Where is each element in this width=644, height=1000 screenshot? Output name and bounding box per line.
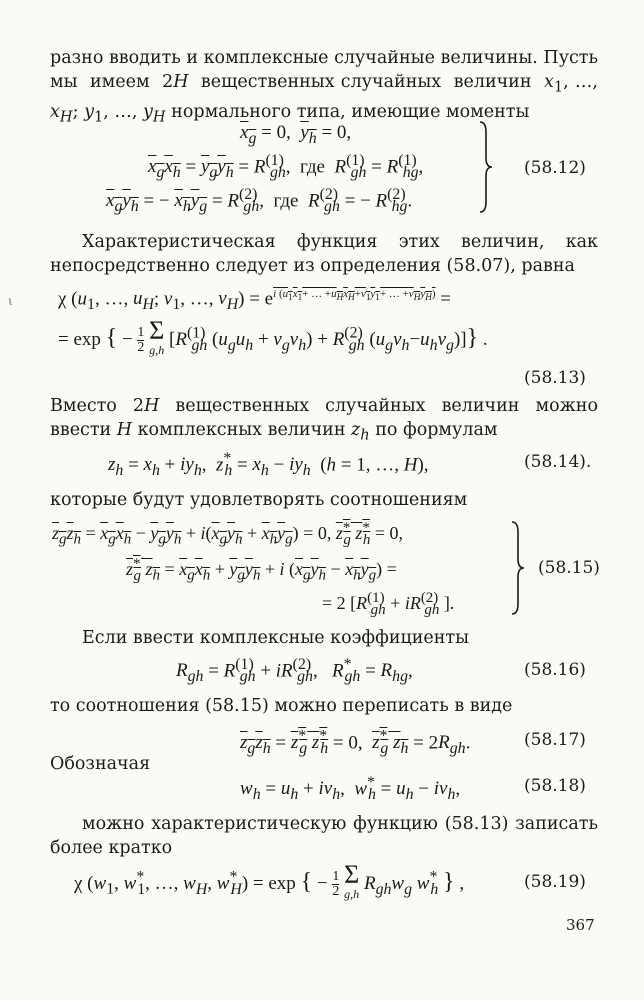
equation-58-19: χ ($w_1$, $w^*_1$, …, $w_H$, $w^*_H) = \exp$ { − 1 2 Σ g,h $R_{gh}w_g$ $w^*_h$ } , [74, 860, 465, 901]
equation-number-58-14: (58.14). [524, 452, 592, 472]
equation-58-17: $z_gz_h = z^*_g$ $z^*_h = 0$, $z^*_g$ $z_h = 2R_{gh}$. [240, 728, 471, 758]
equation-58-15-line-3: = 2 [$R^{(1)}_{gh} + iR^{(2)}_{gh}$ ]. [322, 590, 455, 618]
equation-58-15-line-1: $z_gz_h = x_gx_h - y_gy_h + i(x_gy_h + x_hy_g) = 0$, $z^*_g$ $z^*_h = 0$, [52, 520, 404, 548]
equation-number-58-13: (58.13) [524, 368, 586, 388]
paragraph-2: Характеристическая функция этих величин, как непосредственно следует из определения (58.07), равна [50, 232, 598, 276]
right-brace-58-15 [510, 520, 526, 616]
paragraph-6: то соотношения (58.15) можно переписать в виде [50, 696, 513, 716]
equation-58-16: $R_{gh} = R^{(1)}_{gh} + iR^{(2)}_{gh}$, $R^*_{gh} = R_{hg}$, [176, 656, 413, 686]
equation-58-12-line-3: $x_gy_h$ = − $x_hy_g = R^{(2)}_{gh}$, где $R^{(2)}_{gh}$ = − $R^{(2)}_{hg}$. [106, 186, 413, 216]
equation-58-13-line-2: = exp { − 1 2 Σ g,h [$R^{(1)}_{gh}$ $(u_gu_h + v_gv_h) + R^{(2)}_{gh}$ $(u_gv_h-u_hv_g)$]} . [58, 316, 488, 357]
paragraph-7: Обозначая [50, 754, 151, 774]
paragraph-5: Если ввести комплексные коэффициенты [82, 628, 470, 648]
right-brace-58-12 [478, 120, 494, 214]
equation-number-58-17: (58.17) [524, 730, 586, 750]
paragraph-4: которые будут удовлетворять соотношениям [50, 490, 468, 510]
equation-58-12-line-1: $x_g = 0$, $y_h = 0$, [240, 122, 352, 147]
equation-58-18: $w_h = u_h + iv_h$, $w^*_h = u_h - iv_h$, [240, 774, 461, 804]
equation-number-58-19: (58.19) [524, 872, 586, 892]
equation-number-58-16: (58.16) [524, 660, 586, 680]
margin-mark: ι [8, 294, 13, 308]
equation-58-13-line-1: χ ($u_1$, …, $u_H$; $v_1$, …, $v_H) = e^{i (u_1x_1+ \dots +u_Hx_H+v_1y_1+ \dots +v_Hy_H)}$ = [58, 288, 451, 314]
equation-58-15-line-2: $z^*_g$ $z_h = x_gx_h + y_gy_h + i$ $(x_gy_h - x_hy_g)$ = [126, 556, 397, 584]
paragraph-8: можно характеристическую функцию (58.13) записать более кратко [50, 814, 598, 858]
equation-number-58-18: (58.18) [524, 776, 586, 796]
paragraph-1: разно вводить и комплексные случайные величины. Пусть мы имеем 2H вещественных случайных величин $x_1$, …, $x_H$; $y_1$, …, $y_H$ нормального типа, имеющие моменты [50, 48, 598, 125]
page-number: 367 [566, 916, 595, 934]
paragraph-3: Вместо 2H вещественных случайных величин можно ввести H комплексных величин $z_h$ по формулам [50, 396, 598, 444]
equation-58-12-line-2: $x_gx_h = y_gy_h = R^{(1)}_{gh}$, где $R^{(1)}_{gh} = R^{(1)}_{hg}$, [148, 152, 424, 182]
equation-58-14: $z_h = x_h + iy_h$, $z^*_h = x_h - iy_h$ (h = 1, …, H), [108, 450, 429, 480]
equation-number-58-15: (58.15) [538, 558, 600, 578]
equation-number-58-12: (58.12) [524, 158, 586, 178]
